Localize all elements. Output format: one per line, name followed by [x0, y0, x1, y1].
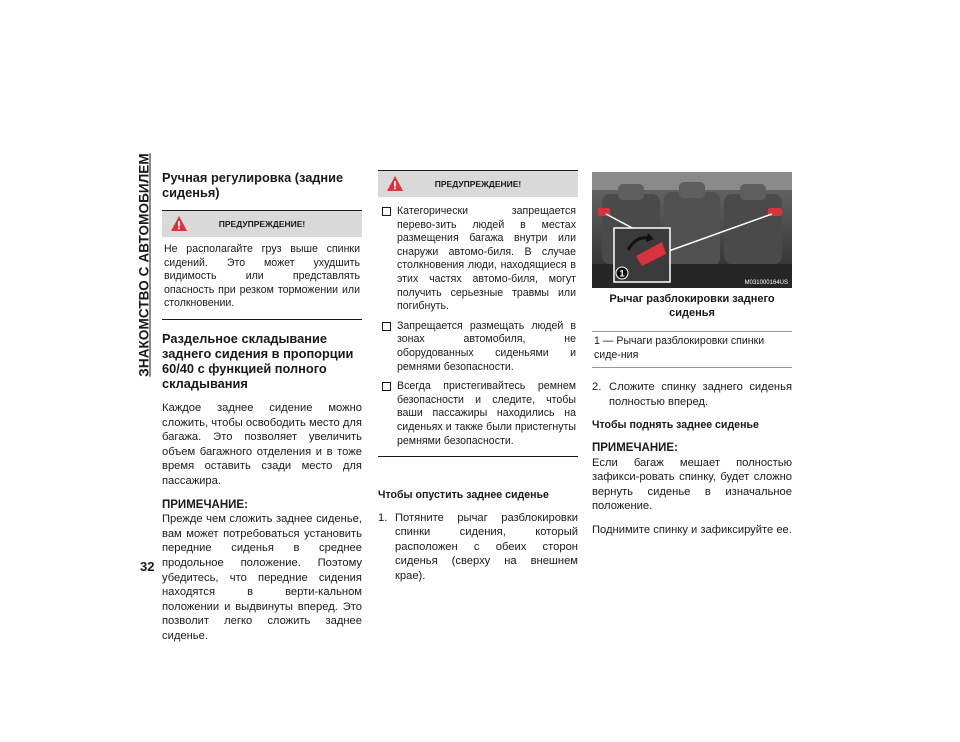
warning-box-passengers	[378, 170, 578, 457]
seat-photo-illustration	[592, 172, 792, 288]
paragraph-raise-instruction: Поднимите спинку и зафиксируйте ее.	[592, 523, 792, 536]
step-1: 1. Потяните рычаг разблокировки спинки сидения, который расположен с обеих сторон сиденья (сверху на внешнем крае).	[378, 511, 578, 583]
note-text: Прежде чем сложить заднее сиденье, вам может потребоваться установить передние сиденья в среднее продольное положение. Поэтому убедитесь, что передние сидения находятся в верти-кальном положении и выдвинуты вперед. Это позволит легко сложить заднее сиденье.	[162, 513, 362, 642]
checkbox-bullet-icon	[382, 207, 391, 216]
warning-bullet: Запрещается размещать людей в зонах автомобиля, не оборудованных сиденьями и ремнями безопасности.	[380, 320, 576, 374]
paragraph-folding-intro: Каждое заднее сидение можно сложить, чтобы освободить место для багажа. Это позволяет увеличить объем багажного отделения и в тоже время оставить сзади место для пассажира.	[162, 401, 362, 487]
checkbox-bullet-icon	[382, 322, 391, 331]
warning-title: ПРЕДУПРЕЖДЕНИЕ!	[434, 178, 522, 189]
subheading-raise-seat: Чтобы поднять заднее сиденье	[592, 419, 759, 432]
warning-header	[162, 211, 362, 237]
section-side-tab-label: ЗНАКОМСТВО С АВТОМОБИЛЕМ	[136, 153, 152, 377]
warning-bullet-list	[380, 205, 576, 448]
warning-body	[378, 197, 578, 456]
steps-list-continued	[592, 380, 792, 409]
photo-legend: 1 — Рычаги разблокировки спинки сиде-ния	[592, 331, 792, 368]
heading-manual-adjust: Ручная регулировка (задние сиденья)	[162, 170, 344, 200]
warning-triangle-icon	[386, 175, 404, 192]
column-left	[162, 170, 362, 652]
note-title: ПРИМЕЧАНИЕ:	[592, 441, 678, 454]
step-2: 2. Сложите спинку заднего сиденья полностью вперед.	[592, 381, 792, 408]
column-middle	[378, 170, 578, 593]
note-title: ПРИМЕЧАНИЕ:	[162, 498, 248, 511]
checkbox-bullet-icon	[382, 382, 391, 391]
warning-header	[378, 171, 578, 197]
photo-caption: Рычаг разблокировки заднего сиденья	[609, 293, 775, 319]
heading-split-folding: Раздельное складывание заднего сидения в пропорции 60/40 с функцией полного складывания	[162, 330, 354, 391]
column-right	[592, 172, 792, 547]
note-text: Если багаж мешает полностью зафикси-ровать спинку, будет сложно вернуть сиденье в изначальное положение.	[592, 456, 792, 513]
page-number: 32	[140, 559, 155, 574]
section-side-tab	[133, 153, 155, 377]
subheading-lower-seat: Чтобы опустить заднее сиденье	[378, 489, 549, 502]
warning-text: Не располагайте груз выше спинки сидений. Это может ухудшить видимость или представлять опасность при резком торможении или столкновении.	[164, 243, 360, 310]
warning-box-cargo	[162, 210, 362, 320]
warning-bullet: Категорически запрещается перево-зить людей в местах размещения багажа внутри или снаружи автомо-биля. В случае столкновения люди, находящиеся в этих частях автомо-биля, могут получить серьезные травмы или погибнуть.	[380, 205, 576, 314]
warning-bullet: Всегда пристегивайтесь ремнем безопасности и следите, чтобы ваши пассажиры находились на сиденьях и также были пристегнуты ремнями безопасности.	[380, 380, 576, 448]
warning-title: ПРЕДУПРЕЖДЕНИЕ!	[218, 218, 306, 229]
photo-code: M031000164US	[744, 280, 788, 286]
steps-list	[378, 511, 578, 584]
photo-callout-number: 1	[619, 268, 625, 279]
seat-release-lever-photo	[592, 172, 792, 288]
warning-triangle-icon	[170, 215, 188, 232]
